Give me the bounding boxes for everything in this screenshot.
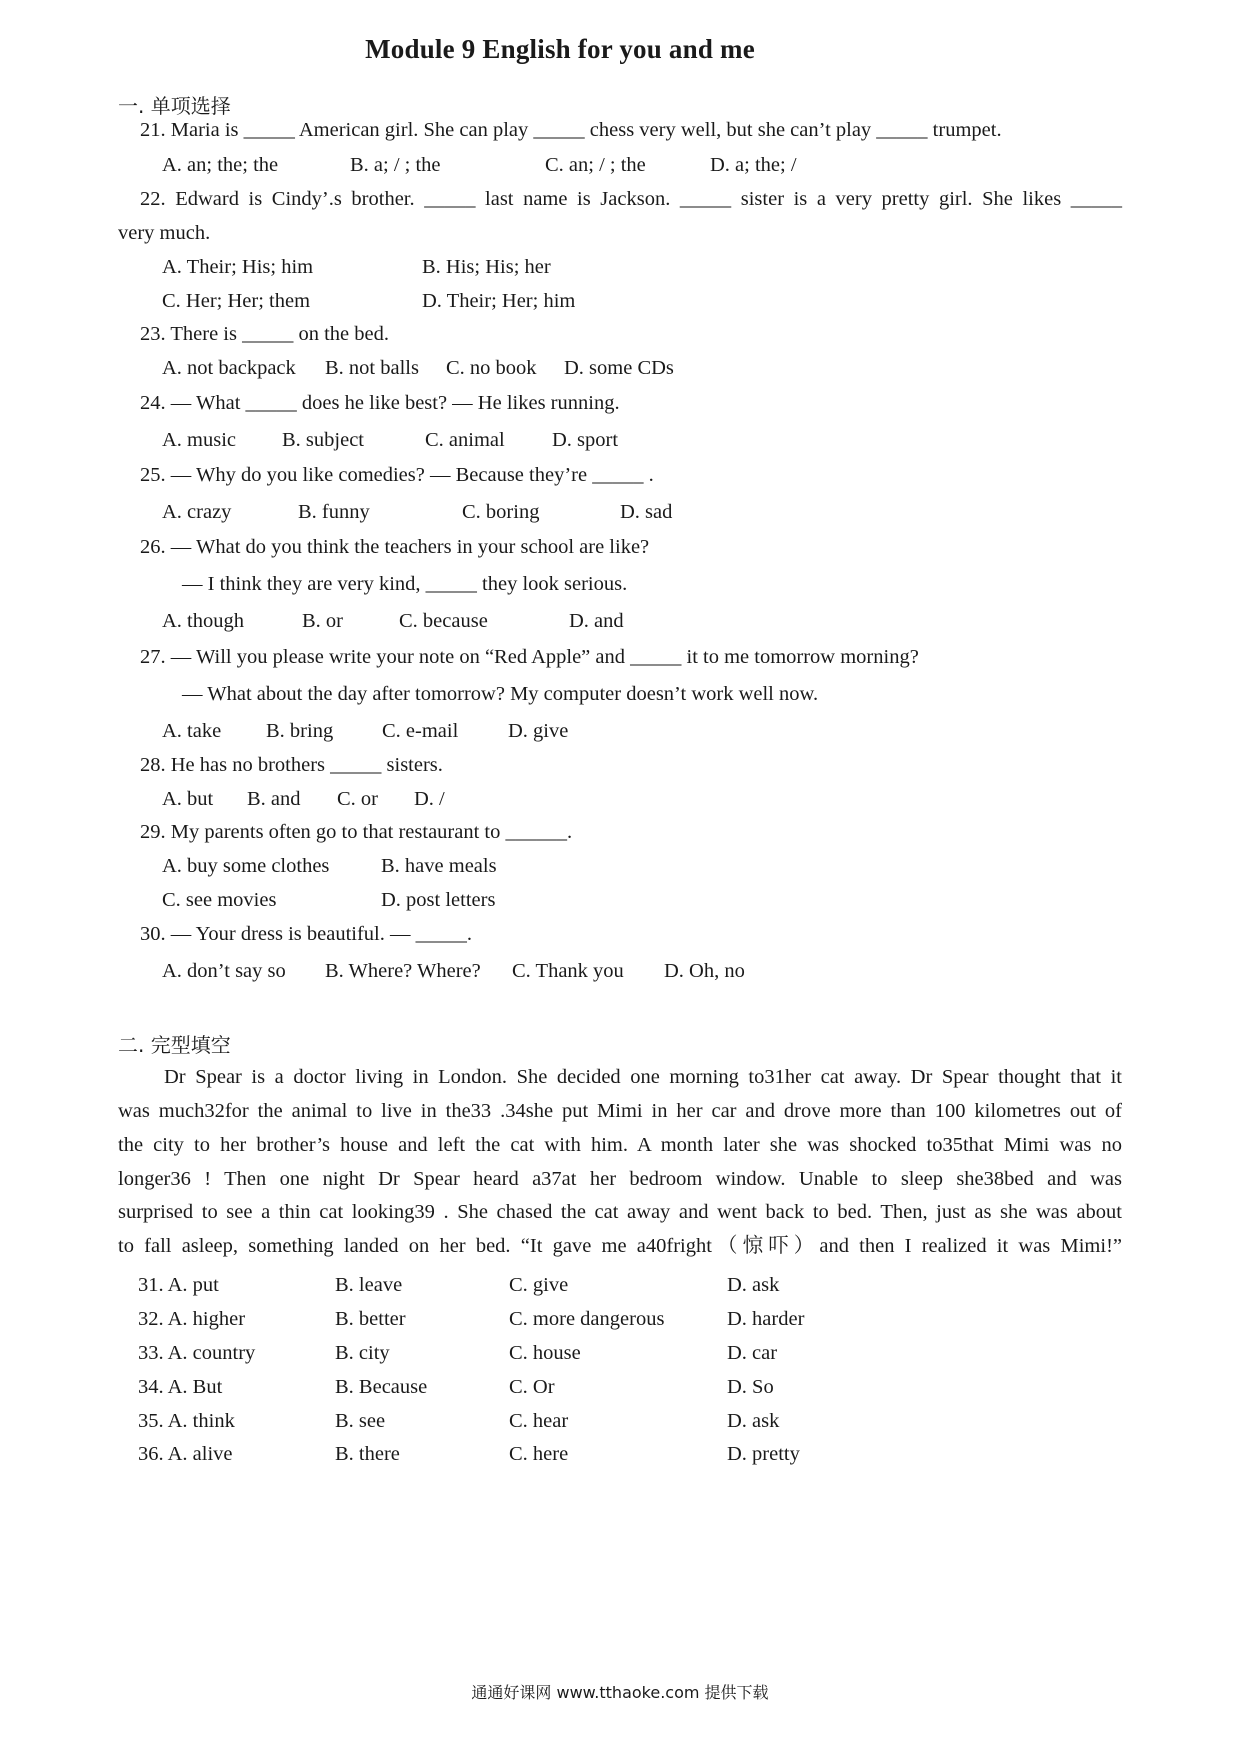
question-25-option-d: D. sad <box>620 501 673 523</box>
question-23-option-b: B. not balls <box>325 357 419 379</box>
footer: 通通好课网 www.tthaoke.com 提供下载 <box>471 1683 769 1702</box>
question-23-stem: 23. There is _____ on the bed. <box>140 323 389 345</box>
question-23-option-d: D. some CDs <box>564 357 674 379</box>
section-heading-cloze: 二. 完型填空 <box>118 1033 231 1057</box>
cloze-32-option-a: 32. A. higher <box>138 1308 246 1330</box>
question-27-option-c: C. e-mail <box>382 720 459 742</box>
question-27-option-d: D. give <box>508 720 569 742</box>
question-28-option-c: C. or <box>337 788 378 810</box>
question-26-option-b: B. or <box>302 610 343 632</box>
question-24-option-a: A. music <box>162 429 237 451</box>
cloze-32-option-b: B. better <box>335 1308 406 1330</box>
question-24-option-b: B. subject <box>282 429 364 451</box>
cloze-33-option-d: D. car <box>727 1342 778 1364</box>
question-22-option-b: B. His; His; her <box>422 256 551 278</box>
cloze-34-option-d: D. So <box>727 1376 774 1398</box>
question-27-option-a: A. take <box>162 720 222 742</box>
question-30-stem: 30. — Your dress is beautiful. — _____. <box>140 923 472 945</box>
question-22-stem-continued: very much. <box>118 222 211 244</box>
cloze-passage-line-3: the city to her brother’s house and left the cat with him. A month later she was shocked to35that Mimi was no <box>118 1134 1122 1156</box>
question-30-option-c: C. Thank you <box>512 960 624 982</box>
cloze-35-option-d: D. ask <box>727 1410 780 1432</box>
cloze-35-option-c: C. hear <box>509 1410 569 1432</box>
question-26-option-d: D. and <box>569 610 624 632</box>
question-28-option-a: A. but <box>162 788 214 810</box>
cloze-31-option-a: 31. A. put <box>138 1274 219 1296</box>
question-22-stem: 22. Edward is Cindy’.s brother. _____ last name is Jackson. _____ sister is a very pretty girl. She likes _____ <box>140 188 1122 210</box>
cloze-passage-line-4: longer36 ! Then one night Dr Spear heard a37at her bedroom window. Unable to sleep she38bed and was <box>118 1168 1122 1190</box>
question-24-stem: 24. — What _____ does he like best? — He likes running. <box>140 392 620 414</box>
cloze-32-option-d: D. harder <box>727 1308 805 1330</box>
cloze-31-option-c: C. give <box>509 1274 569 1296</box>
question-28-option-b: B. and <box>247 788 301 810</box>
question-26-option-a: A. though <box>162 610 244 632</box>
question-26-stem: 26. — What do you think the teachers in your school are like? <box>140 536 650 558</box>
cloze-passage-line-1: Dr Spear is a doctor living in London. She decided one morning to31her cat away. Dr Spear thought that it <box>164 1066 1122 1088</box>
cloze-34-option-a: 34. A. But <box>138 1376 223 1398</box>
question-24-option-c: C. animal <box>425 429 505 451</box>
question-29-stem: 29. My parents often go to that restaurant to ______. <box>140 821 573 843</box>
cloze-31-option-d: D. ask <box>727 1274 780 1296</box>
question-30-option-a: A. don’t say so <box>162 960 286 982</box>
question-22-option-c: C. Her; Her; them <box>162 290 311 312</box>
question-29-option-c: C. see movies <box>162 889 277 911</box>
question-23-option-c: C. no book <box>446 357 537 379</box>
cloze-33-option-b: B. city <box>335 1342 390 1364</box>
cloze-34-option-b: B. Because <box>335 1376 428 1398</box>
cloze-passage-line-6: to fall asleep, something landed on her bed. “It gave me a40fright（惊吓）and then I realized it was Mimi!” <box>118 1235 1122 1257</box>
question-21-option-c: C. an; / ; the <box>545 154 646 176</box>
question-29-option-a: A. buy some clothes <box>162 855 330 877</box>
cloze-passage-line-5: surprised to see a thin cat looking39 . She chased the cat away and went back to bed. Then, just as she was about <box>118 1201 1122 1223</box>
cloze-34-option-c: C. Or <box>509 1376 555 1398</box>
question-27-stem-continued: — What about the day after tomorrow? My computer doesn’t work well now. <box>182 683 819 705</box>
question-28-option-d: D. / <box>414 788 445 810</box>
question-29-option-d: D. post letters <box>381 889 496 911</box>
question-22-option-d: D. Their; Her; him <box>422 290 576 312</box>
question-23-option-a: A. not backpack <box>162 357 296 379</box>
question-30-option-d: D. Oh, no <box>664 960 745 982</box>
question-21-stem: 21. Maria is _____ American girl. She can play _____ chess very well, but she can’t play _____ trumpet. <box>140 119 1002 141</box>
question-27-stem: 27. — Will you please write your note on “Red Apple” and _____ it to me tomorrow morning? <box>140 646 919 668</box>
question-25-option-c: C. boring <box>462 501 540 523</box>
cloze-31-option-b: B. leave <box>335 1274 403 1296</box>
question-26-stem-continued: — I think they are very kind, _____ they look serious. <box>182 573 628 595</box>
question-29-option-b: B. have meals <box>381 855 497 877</box>
question-21-option-b: B. a; / ; the <box>350 154 441 176</box>
question-21-option-a: A. an; the; the <box>162 154 279 176</box>
question-25-option-b: B. funny <box>298 501 370 523</box>
cloze-36-option-b: B. there <box>335 1443 400 1465</box>
cloze-35-option-a: 35. A. think <box>138 1410 235 1432</box>
cloze-36-option-a: 36. A. alive <box>138 1443 233 1465</box>
question-27-option-b: B. bring <box>266 720 334 742</box>
question-25-option-a: A. crazy <box>162 501 232 523</box>
question-22-option-a: A. Their; His; him <box>162 256 314 278</box>
question-30-option-b: B. Where? Where? <box>325 960 481 982</box>
question-26-option-c: C. because <box>399 610 488 632</box>
section-heading-single-choice: 一. 单项选择 <box>118 94 231 118</box>
cloze-passage-line-2: was much32for the animal to live in the33 .34she put Mimi in her car and drove more than 100 kilometres out of <box>118 1100 1122 1122</box>
cloze-33-option-a: 33. A. country <box>138 1342 256 1364</box>
cloze-35-option-b: B. see <box>335 1410 386 1432</box>
cloze-36-option-d: D. pretty <box>727 1443 800 1465</box>
page-title: Module 9 English for you and me <box>365 34 755 64</box>
question-24-option-d: D. sport <box>552 429 619 451</box>
cloze-33-option-c: C. house <box>509 1342 581 1364</box>
cloze-36-option-c: C. here <box>509 1443 569 1465</box>
question-28-stem: 28. He has no brothers _____ sisters. <box>140 754 443 776</box>
cloze-32-option-c: C. more dangerous <box>509 1308 665 1330</box>
question-25-stem: 25. — Why do you like comedies? — Because they’re _____ . <box>140 464 654 486</box>
question-21-option-d: D. a; the; / <box>710 154 797 176</box>
